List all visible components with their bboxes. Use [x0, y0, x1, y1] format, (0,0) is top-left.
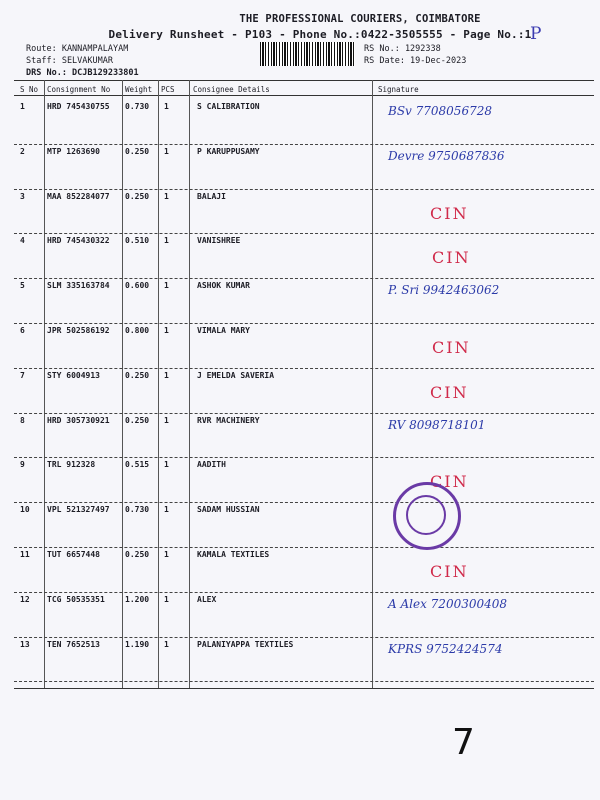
staff-label: Staff: SELVAKUMAR	[26, 56, 113, 66]
column-header-signature: Signature	[378, 85, 419, 94]
table-row	[0, 548, 600, 592]
handwritten-signature: Devre 9750687836	[388, 148, 505, 163]
row-weight: 0.515	[125, 460, 150, 470]
row-sno: 7	[20, 370, 25, 380]
row-consignee: RVR MACHINERY	[197, 415, 260, 425]
row-consignee: VANISHREE	[197, 236, 241, 246]
handwritten-signature: KPRS 9752424574	[388, 641, 503, 656]
table-row	[0, 503, 600, 547]
row-pcs: 1	[164, 191, 169, 201]
handwritten-signature: A Alex 7200300408	[388, 596, 508, 611]
row-sno: 13	[20, 639, 30, 649]
row-divider	[14, 681, 594, 682]
row-consignment-no: TRL 912328	[47, 460, 96, 470]
row-pcs: 1	[164, 550, 169, 559]
row-sno: 6	[20, 326, 25, 335]
row-consignment-no: MAA 852284077	[47, 191, 110, 201]
row-consignee: ALEX	[197, 594, 217, 604]
table-bottom-border	[14, 688, 594, 689]
table-row	[0, 100, 600, 144]
row-weight: 0.250	[125, 370, 150, 380]
row-consignment-no: HRD 745430755	[47, 102, 110, 111]
row-consignee: BALAJI	[197, 191, 226, 201]
signature-cin-mark: CIN	[432, 248, 471, 268]
row-pcs: 1	[164, 460, 169, 470]
row-weight: 0.800	[125, 326, 150, 335]
row-consignee: S CALIBRATION	[197, 102, 260, 111]
table-row	[0, 190, 600, 234]
row-sno: 1	[20, 102, 25, 111]
row-sno: 8	[20, 415, 25, 425]
row-sno: 4	[20, 236, 25, 246]
row-consignment-no: VPL 521327497	[47, 505, 110, 515]
row-pcs: 1	[164, 326, 169, 335]
column-header-consignment: Consignment No	[47, 85, 111, 94]
row-consignee: P KARUPPUSAMY	[197, 146, 260, 156]
table-row	[0, 145, 600, 189]
row-consignment-no: HRD 305730921	[47, 415, 110, 425]
row-weight: 0.510	[125, 236, 150, 246]
table-row	[0, 369, 600, 413]
row-pcs: 1	[164, 639, 169, 649]
column-header-weight: Weight	[125, 85, 153, 94]
row-weight: 1.200	[125, 594, 150, 604]
table-row	[0, 234, 600, 278]
row-weight: 0.250	[125, 146, 150, 156]
company-seal-stamp	[393, 482, 461, 550]
row-pcs: 1	[164, 102, 169, 111]
row-sno: 9	[20, 460, 25, 470]
row-pcs: 1	[164, 236, 169, 246]
drs-number: DRS No.: DCJB129233801	[26, 68, 139, 78]
signature-cin-mark: CIN	[430, 203, 469, 223]
column-header-pcs: PCS	[161, 85, 175, 94]
row-weight: 0.250	[125, 191, 150, 201]
row-sno: 10	[20, 505, 30, 515]
row-pcs: 1	[164, 146, 169, 156]
row-sno: 2	[20, 146, 25, 156]
row-weight: 0.730	[125, 505, 150, 515]
row-pcs: 1	[164, 370, 169, 380]
handwritten-signature: RV 8098718101	[388, 417, 486, 432]
signature-cin-mark: CIN	[432, 338, 471, 357]
handwritten-page-mark: P	[530, 24, 542, 44]
row-consignee: VIMALA MARY	[197, 326, 250, 335]
row-consignment-no: TEN 7652513	[47, 639, 100, 649]
table-row	[0, 324, 600, 368]
table-header-border	[14, 95, 594, 96]
row-sno: 3	[20, 191, 25, 201]
signature-cin-mark: CIN	[430, 382, 469, 402]
row-consignee: ASHOK KUMAR	[197, 281, 250, 291]
row-sno: 5	[20, 281, 25, 291]
row-weight: 0.250	[125, 415, 150, 425]
rs-number: RS No.: 1292338	[364, 44, 441, 54]
table-row	[0, 593, 600, 637]
row-consignee: J EMELDA SAVERIA	[197, 370, 275, 380]
row-consignee: SADAM HUSSIAN	[197, 505, 260, 515]
row-weight: 0.250	[125, 550, 150, 559]
row-weight: 0.730	[125, 102, 150, 111]
row-consignee: KAMALA TEXTILES	[197, 550, 270, 559]
row-consignment-no: JPR 502586192	[47, 326, 110, 335]
row-consignment-no: STY 6004913	[47, 370, 100, 380]
handwritten-signature: BSv 7708056728	[388, 104, 492, 118]
runsheet-title: Delivery Runsheet - P103 - Phone No.:0422-3505555 - Page No.:1	[108, 28, 532, 41]
table-row	[0, 414, 600, 458]
table-row	[0, 638, 600, 682]
row-pcs: 1	[164, 281, 169, 291]
row-sno: 12	[20, 594, 30, 604]
row-pcs: 1	[164, 594, 169, 604]
company-title: THE PROFESSIONAL COURIERS, COIMBATORE	[239, 13, 481, 25]
signature-cin-mark: CIN	[430, 562, 469, 581]
table-row	[0, 458, 600, 502]
row-consignee: PALANIYAPPA TEXTILES	[197, 639, 294, 649]
handwritten-signature: P. Sri 9942463062	[388, 283, 500, 298]
row-pcs: 1	[164, 505, 169, 515]
signature-cin-mark: CIN	[430, 472, 469, 492]
row-consignment-no: TUT 6657448	[47, 550, 100, 559]
row-consignment-no: HRD 745430322	[47, 236, 110, 246]
barcode-image	[260, 42, 355, 66]
column-header-sno: S No	[20, 85, 39, 94]
rs-date: RS Date: 19-Dec-2023	[364, 56, 467, 66]
handwritten-count-mark: 7	[452, 722, 475, 763]
row-pcs: 1	[164, 415, 169, 425]
row-weight: 0.600	[125, 281, 150, 291]
table-row	[0, 279, 600, 323]
row-weight: 1.190	[125, 639, 150, 649]
row-consignment-no: TCG 50535351	[47, 594, 105, 604]
column-header-consignee: Consignee Details	[193, 85, 270, 94]
row-consignment-no: MTP 1263690	[47, 146, 100, 156]
table-top-border	[14, 80, 594, 81]
route-label: Route: KANNAMPALAYAM	[26, 44, 129, 54]
row-consignment-no: SLM 335163784	[47, 281, 110, 291]
row-consignee: AADITH	[197, 460, 226, 470]
row-sno: 11	[20, 550, 30, 559]
